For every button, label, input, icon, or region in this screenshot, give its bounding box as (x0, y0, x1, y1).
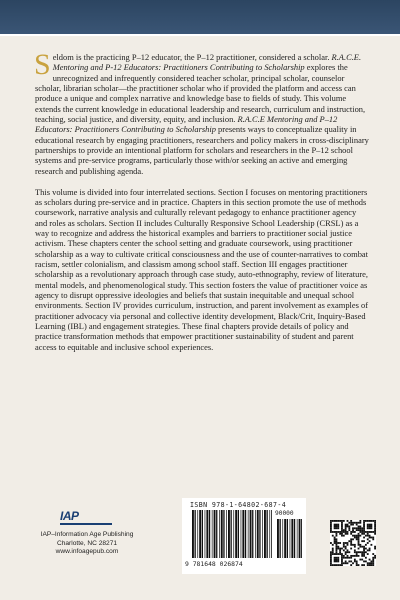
top-band-stripe (0, 34, 400, 36)
barcode-digits: 9 781648 026874 (185, 560, 243, 568)
dropcap-letter: S (34, 48, 51, 81)
description-paragraph-2: This volume is divided into four interrelated sections. Section I focuses on mentoring practitioners as scholars during pre-service and in practice. Chapters in this section promote the use of methods coursework, narrative analysis and culturally relevant pedagogy to enhance practitioner agency and roles as scholars. Section II includes Culturally Responsive School Leadership (CRSL) as a way to recognize and address the historical examples and barriers to practitioner social justice activism. These chapters center the school setting and graduate coursework, using practitioner scholarship as a way to cultivate critical consciousness and the use of counter-narratives to combat racism, settler colonialism, and classism among school staff. Section III engages practitioner scholarship as a revolutionary approach through case study, auto-ethnography, review of literature, mental models, and phenomenological study. This section fosters the value of practitioner voice as agency to disrupt oppressive ideologies and beliefs that sustain inequitable and unequal school environments. Section IV provides curriculum, instruction, and parent involvement as examples of practitioner advocacy via personal and collective identity development, Black/Crit, Inquiry-Based Learning (IBL) and engagement strategies. These final chapters provide details of policy and practice transformation methods that empower practitioner sustainability of student and parent access to equitable and inclusive school experiences. (35, 186, 369, 352)
top-color-band (0, 0, 400, 34)
iap-logo-rule (60, 523, 112, 525)
qr-code-icon (330, 520, 376, 566)
price-code: 90000 (275, 510, 294, 517)
description-paragraph-1 (34, 48, 370, 176)
paragraph1-end: presents ways to conceptualize quality in educational research by engaging practitioners, researchers and policy makers in cross-disciplinary partnerships to provide an intentional platform for scholars and researchers in the P–12 school systems and pre-service programs, particularly those with/or seeking an active and emerging research and publishing agenda. (35, 124, 369, 176)
ean-barcode-icon (192, 510, 272, 558)
series-title-2: R.A.C.E Mentoring and P–12 Educators: Practitioners Contributing to Scholarship (35, 114, 338, 135)
top-band-gradient (0, 0, 400, 34)
publisher-info (37, 531, 137, 557)
iap-logo-text: IAP (60, 509, 79, 523)
supplement-barcode-icon (277, 519, 302, 558)
paragraph1-mid: explores the unrecognized and infrequently considered teacher scholar, principal scholar, counselor scholar, librarian scholar—the practitioner scholar who if provided the platform and access can produce a unique and complex narrative and knowledge base to fields of study. This volume extends the current knowledge in educational leadership and research, curriculum and instruction, teaching, social justice, and diversity, equity, and inclusion. (35, 62, 366, 125)
publisher-website: www.infoagepub.com (55, 548, 119, 556)
publisher-city: Charlotte, NC 28271 (56, 539, 118, 547)
isbn-text: ISBN 978-1-64802-687-4 (190, 501, 287, 509)
series-title-1: R.A.C.E. Mentoring and P-12 Educators: Practitioners Contributing to Scholarship (52, 52, 362, 73)
paragraph1-start: eldom is the practicing P–12 educator, the P–12 practitioner, considered a scholar. (52, 52, 332, 62)
isbn-barcode-box (182, 498, 306, 574)
iap-logo (60, 510, 112, 526)
publisher-name: IAP–Information Age Publishing (40, 531, 134, 538)
back-cover-description (34, 48, 370, 352)
